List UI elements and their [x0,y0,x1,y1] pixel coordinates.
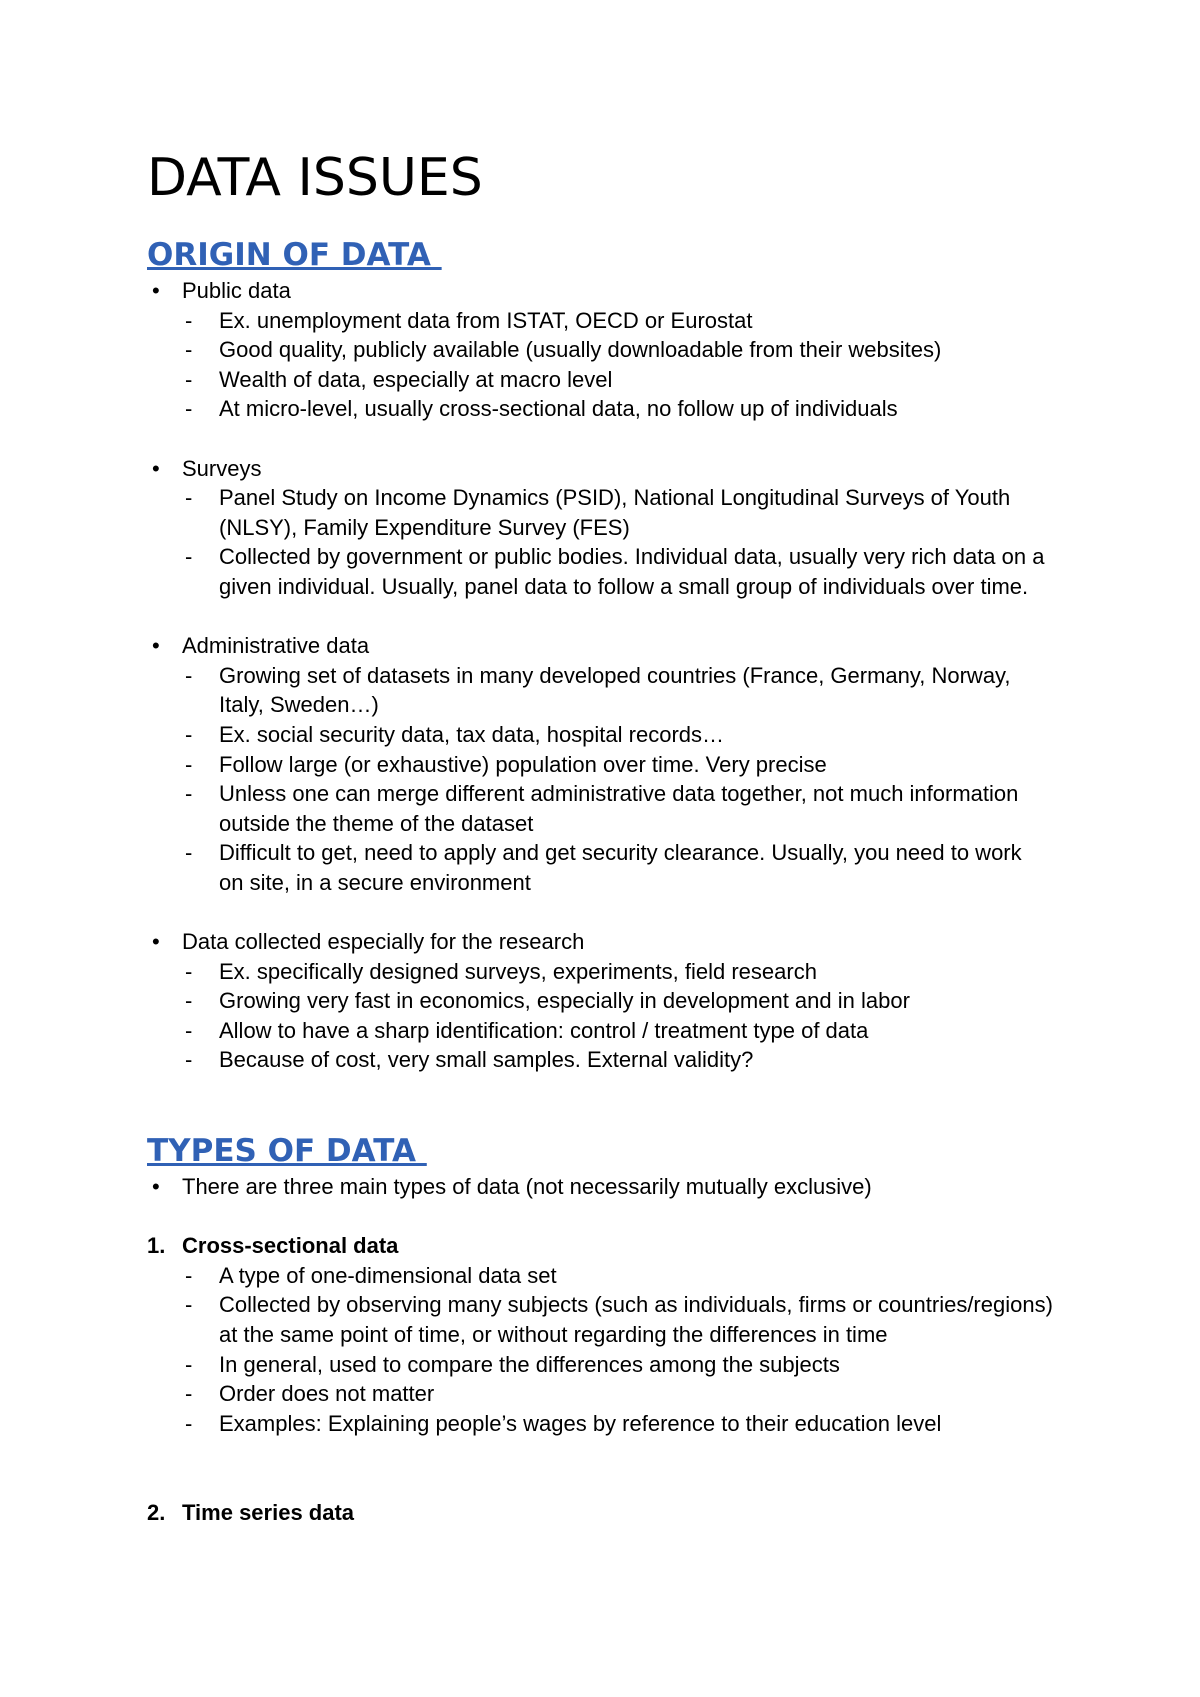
line-text: Examples: Explaining people’s wages by reference to their education level [219,1410,942,1436]
numbered-heading [147,1498,1080,1528]
dash-item [147,1379,1080,1409]
line-text: At micro-level, usually cross-sectional data, no follow up of individuals [219,396,898,422]
section-body-origin-of-data [147,276,1080,1075]
dash-item [147,365,1080,395]
dash-marker: - [185,1262,193,1288]
line-text: Ex. social security data, tax data, hospital records… [219,721,725,747]
line-text: A type of one-dimensional data set [219,1262,557,1288]
line-text: Growing set of datasets in many developed countries (France, Germany, Norway, [219,662,1011,688]
line-text: (NLSY), Family Expenditure Survey (FES) [219,514,630,540]
line-text: Follow large (or exhaustive) population over time. Very precise [219,751,827,777]
dash-marker: - [185,337,193,363]
blank-line [147,897,1080,927]
dash-item [147,1350,1080,1380]
continuation-line [147,513,1080,543]
line-text: In general, used to compare the differences among the subjects [219,1351,840,1377]
section-body-types-of-data [147,1172,1080,1527]
bullet-marker: • [152,633,160,659]
dash-marker: - [185,1047,193,1073]
line-text: Good quality, publicly available (usually downloadable from their websites) [219,337,942,363]
line-text: Ex. specifically designed surveys, experiments, field research [219,958,817,984]
continuation-line [147,868,1080,898]
line-text: given individual. Usually, panel data to follow a small group of individuals over time. [219,573,1029,599]
line-text: Wealth of data, especially at macro level [219,366,613,392]
line-text: outside the theme of the dataset [219,810,534,836]
dash-item [147,720,1080,750]
blank-line [147,1468,1080,1498]
section-heading-origin-of-data: ORIGIN OF DATA [147,237,442,273]
dash-item [147,750,1080,780]
section-heading-types-of-data: TYPES OF DATA [147,1133,427,1169]
blank-line [147,602,1080,632]
line-text: at the same point of time, or without regarding the differences in time [219,1321,888,1347]
dash-marker: - [185,958,193,984]
line-text: on site, in a secure environment [219,869,531,895]
line-text: Cross-sectional data [182,1233,399,1259]
bullet-marker: • [152,278,160,303]
line-text: Unless one can merge different administrative data together, not much information [219,781,1019,807]
dash-item [147,306,1080,336]
line-text: Administrative data [182,633,370,659]
line-text: Because of cost, very small samples. External validity? [219,1047,754,1073]
dash-item [147,986,1080,1016]
dash-item [147,1261,1080,1291]
dash-marker: - [185,840,193,866]
dash-marker: - [185,307,193,333]
line-text: Surveys [182,455,262,481]
dash-item [147,1016,1080,1046]
dash-marker: - [185,781,193,807]
line-text: Collected by observing many subjects (such as individuals, firms or countries/regions) [219,1292,1053,1318]
list-number: 1. [147,1233,166,1259]
dash-item [147,335,1080,365]
bullet-item [147,276,1080,306]
dash-marker: - [185,1292,193,1318]
dash-marker: - [185,988,193,1014]
bullet-item [147,631,1080,661]
line-text: Order does not matter [219,1381,435,1407]
dash-item [147,957,1080,987]
numbered-heading [147,1231,1080,1261]
line-text: There are three main types of data (not necessarily mutually exclusive) [182,1174,872,1199]
line-text: Public data [182,278,291,303]
line-text: Collected by government or public bodies. Individual data, usually very rich data on a [219,544,1045,570]
continuation-line [147,690,1080,720]
dash-item [147,661,1080,691]
bullet-marker: • [152,455,160,481]
bullet-marker: • [152,1174,160,1199]
bullet-item [147,927,1080,957]
bullet-item [147,454,1080,484]
line-text: Data collected especially for the research [182,929,585,955]
list-number: 2. [147,1499,166,1525]
blank-line [147,1202,1080,1232]
line-text: Time series data [182,1499,355,1525]
continuation-line [147,1320,1080,1350]
dash-marker: - [185,396,193,422]
line-text: Italy, Sweden…) [219,692,379,718]
dash-marker: - [185,544,193,570]
blank-line [147,424,1080,454]
dash-item [147,483,1080,513]
document-title: DATA ISSUES [147,148,483,208]
dash-marker: - [185,662,193,688]
dash-marker: - [185,1351,193,1377]
bullet-marker: • [152,929,160,955]
dash-item [147,394,1080,424]
blank-line [147,1438,1080,1468]
dash-marker: - [185,751,193,777]
bullet-item [147,1172,1080,1202]
line-text: Growing very fast in economics, especially in development and in labor [219,988,910,1014]
dash-marker: - [185,1017,193,1043]
dash-marker: - [185,485,193,511]
dash-marker: - [185,721,193,747]
dash-item [147,542,1080,572]
dash-item [147,838,1080,868]
dash-marker: - [185,1381,193,1407]
line-text: Panel Study on Income Dynamics (PSID), National Longitudinal Surveys of Youth [219,485,1011,511]
dash-item [147,1409,1080,1439]
dash-marker: - [185,366,193,392]
dash-item [147,1290,1080,1320]
line-text: Allow to have a sharp identification: control / treatment type of data [219,1017,869,1043]
line-text: Ex. unemployment data from ISTAT, OECD or Eurostat [219,307,753,333]
dash-item [147,1045,1080,1075]
continuation-line [147,809,1080,839]
dash-marker: - [185,1410,193,1436]
dash-item [147,779,1080,809]
continuation-line [147,572,1080,602]
line-text: Difficult to get, need to apply and get security clearance. Usually, you need to work [219,840,1022,866]
